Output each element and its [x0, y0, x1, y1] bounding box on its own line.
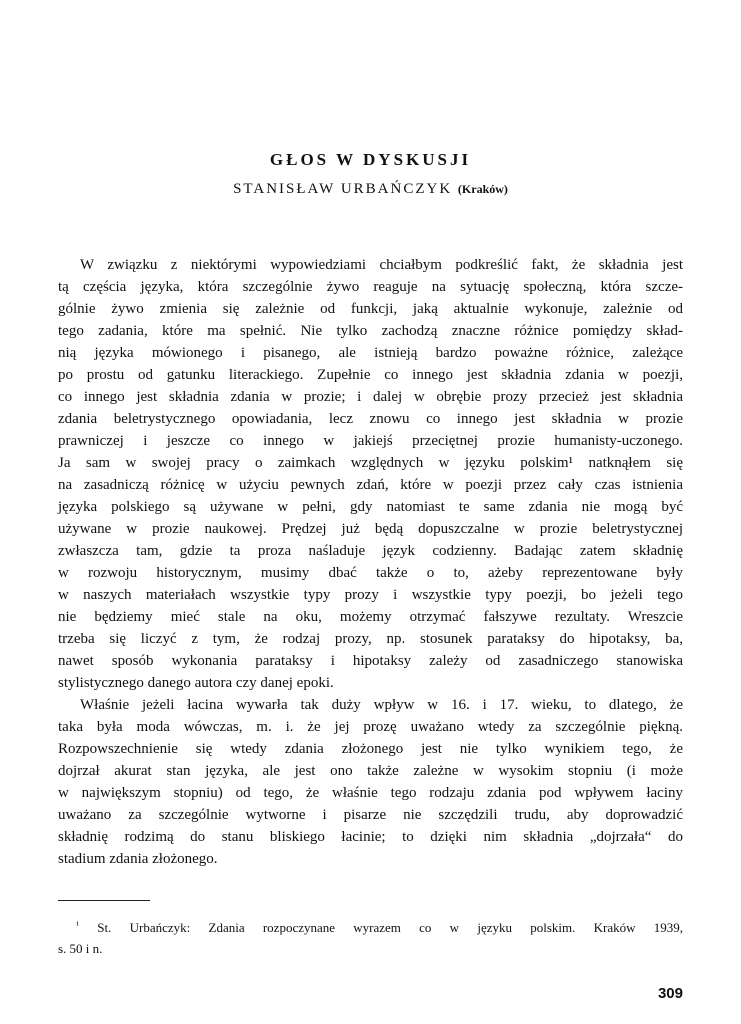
body-line: w naszych materiałach wszystkie typy prozy i wszystkie typy poezji, bo jeżeli tego [58, 587, 683, 603]
body-line: po prostu od gatunku literackiego. Zupełnie co innego jest składnia zdania w poezji, [58, 367, 683, 383]
body-line: stylistycznego danego autora czy danej epoki. [58, 675, 334, 691]
body-line: gólnie żywo zmienia się zależnie od funkcji, jaką aktualnie wykonuje, zależnie od [58, 301, 683, 317]
body-line: trzeba się liczyć z tym, że rodzaj prozy, np. stosunek parataksy do hipotaksy, ba, [58, 631, 683, 647]
body-line: w rozwoju historycznym, musimy dbać także o to, ażeby reprezentowane były [58, 565, 683, 581]
body-line: Ja sam w swojej pracy o zaimkach względnych w języku polskim¹ natknąłem się [58, 455, 683, 471]
body-line: Rozpowszechnienie się wtedy zdania złożonego jest nie tylko wynikiem tego, że [58, 741, 683, 757]
body-line: co innego jest składnia zdania w prozie; i dalej w obrębie prozy przecież jest składnia [58, 389, 683, 405]
footnote-text: St. Urbańczyk: Zdania rozpoczynane wyrazem co w języku polskim. Kraków 1939, [97, 920, 684, 935]
body-line: prawniczej i jeszcze co innego w jakiejś przeciętnej prozie humanisty-uczonego. [58, 433, 683, 449]
footnote-line: s. 50 i n. [58, 941, 103, 956]
body-line: tą częścia języka, która szczególnie żywo reaguje na sytuację społeczną, która szcze- [58, 279, 683, 295]
body-line: taka była moda wówczas, m. i. że jej prozę uważano wtedy za szczególnie piękną. [58, 719, 683, 735]
body-line: języka polskiego są używane w pełni, gdy natomiast te same zdania nie mogą być [58, 499, 683, 515]
body-line: zwłaszcza tam, gdzie ta proza naśladuje język codzienny. Badając zatem składnię [58, 543, 683, 559]
footnote-divider [58, 900, 150, 901]
body-line: Właśnie jeżeli łacina wywarła tak duży wpływ w 16. i 17. wieku, to dlatego, że [80, 697, 683, 713]
footnote [58, 915, 683, 959]
body-line: używane w prozie naukowej. Prędzej już będą dopuszczalne w prozie beletrystycznej [58, 521, 683, 537]
body-line: stadium zdania złożonego. [58, 851, 218, 867]
body-line: uważano za szczególnie wytworne i pisarze nie szczędzili trudu, aby doprowadzić [58, 807, 683, 823]
body-line: W związku z niektórymi wypowiedziami chciałbym podkreślić fakt, że składnia jest [80, 257, 683, 273]
article-title: GŁOS W DYSKUSJI [269, 150, 472, 169]
body-line: na zasadniczą różnicę w użyciu pewnych zdań, które w poezji przez cały czas istnienia [58, 477, 683, 493]
author-affiliation: (Kraków) [457, 182, 508, 196]
author-name: STANISŁAW URBAŃCZYK [233, 181, 453, 197]
body-line: zdania beletrystycznego opowiadania, lecz znowu co innego jest składnia w prozie [58, 411, 683, 427]
page-number: 309 [657, 985, 683, 1002]
body-line: w największym stopniu) od tego, że właśnie tego rodzaju zdania pod wpływem łaciny [58, 785, 683, 801]
body-line: składnię rodzimą do stanu bliskiego łacinie; to dzięki nim składnia „dojrzała“ do [58, 829, 683, 845]
footnote-marker: ¹ [76, 920, 79, 931]
body-line: tego zadania, które ma spełnić. Nie tylko zachodzą znaczne różnice pomiędzy skład- [58, 323, 683, 339]
body-line: nią języka mówionego i pisanego, ale istnieją bardzo poważne różnice, zależące [58, 345, 683, 361]
body-line: nawet sposób wykonania parataksy i hipotaksy zależy od zasadniczego stanowiska [58, 653, 683, 669]
article-body [58, 254, 683, 870]
body-line: nie będziemy mieć stale na oku, możemy otrzymać fałszywe rezultaty. Wreszcie [58, 609, 683, 625]
author-line [0, 181, 741, 198]
body-line: dojrzał akurat stan języka, ale jest ono także zależne w wysokim stopniu (i może [58, 763, 683, 779]
footnote-line [58, 915, 683, 938]
